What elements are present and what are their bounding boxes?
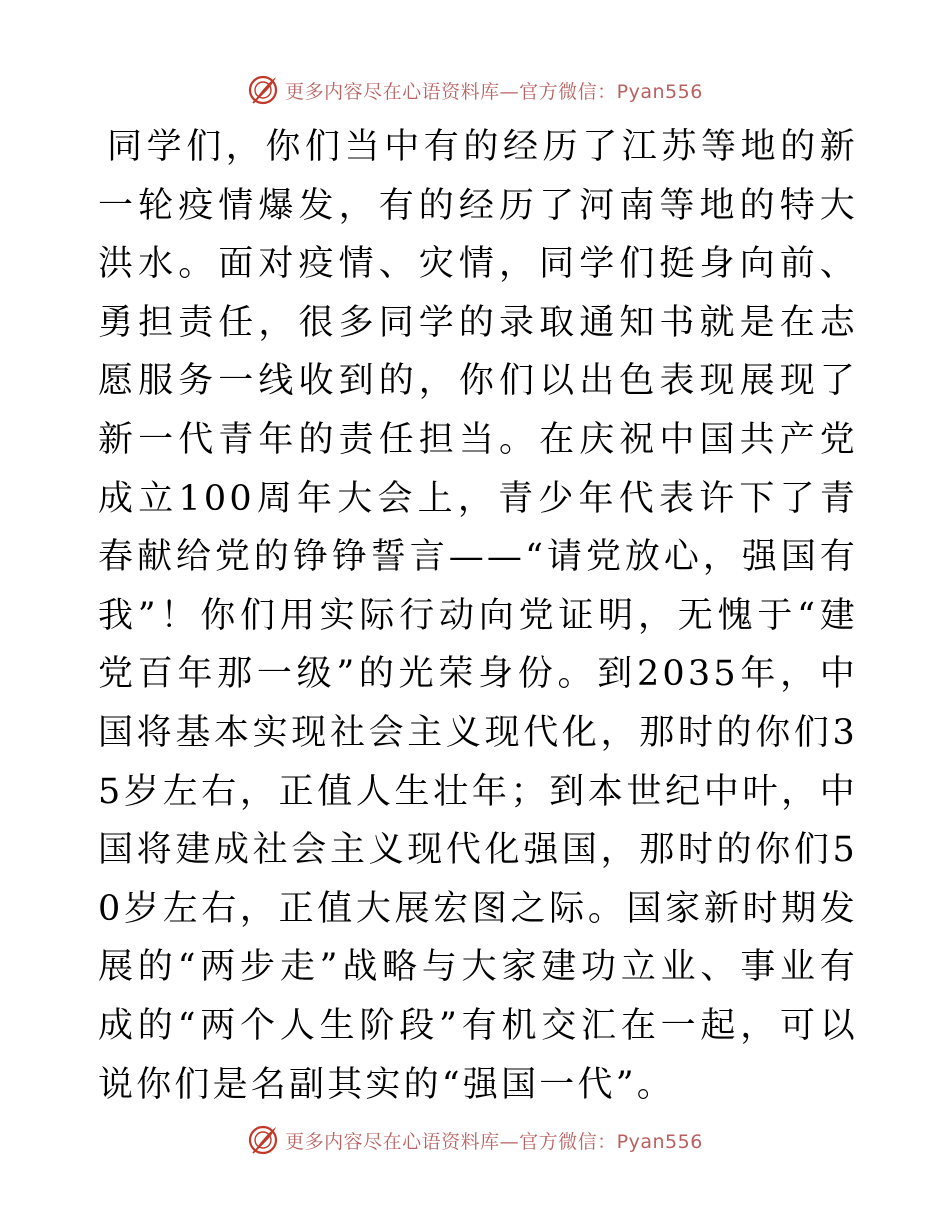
- quill-logo-icon: [247, 74, 279, 106]
- header-banner-text: [285, 77, 703, 104]
- footer-banner-inner: [247, 1124, 703, 1156]
- quill-logo-icon: [247, 1124, 279, 1156]
- footer-banner-contact: Pyan556: [616, 1130, 703, 1153]
- footer-banner: [0, 1120, 950, 1160]
- document-body: [98, 118, 858, 1114]
- header-banner-label: 更多内容尽在心语资料库—官方微信：: [285, 80, 617, 103]
- body-paragraph: 同学们，你们当中有的经历了江苏等地的新一轮疫情爆发，有的经历了河南等地的特大洪水。面对疫情、灾情，同学们挺身向前、勇担责任，很多同学的录取通知书就是在志愿服务一线收到的，你们以出色表现展现了新一代青年的责任担当。在庆祝中国共产党成立100周年大会上，青少年代表许下了青春献给党的铮铮誓言——“请党放心，强国有我”！你们用实际行动向党证明，无愧于“建党百年那一级”的光荣身份。到2035年，中国将基本实现社会主义现代化，那时的你们35岁左右，正值人生壮年；到本世纪中叶，中国将建成社会主义现代化强国，那时的你们50岁左右，正值大展宏图之际。国家新时期发展的“两步走”战略与大家建功立业、事业有成的“两个人生阶段”有机交汇在一起，可以说你们是名副其实的“强国一代”。: [98, 127, 858, 1105]
- footer-banner-text: [285, 1127, 703, 1154]
- header-banner: [0, 70, 950, 110]
- footer-banner-label: 更多内容尽在心语资料库—官方微信：: [285, 1130, 617, 1153]
- header-banner-inner: [247, 74, 703, 106]
- header-banner-contact: Pyan556: [616, 80, 703, 103]
